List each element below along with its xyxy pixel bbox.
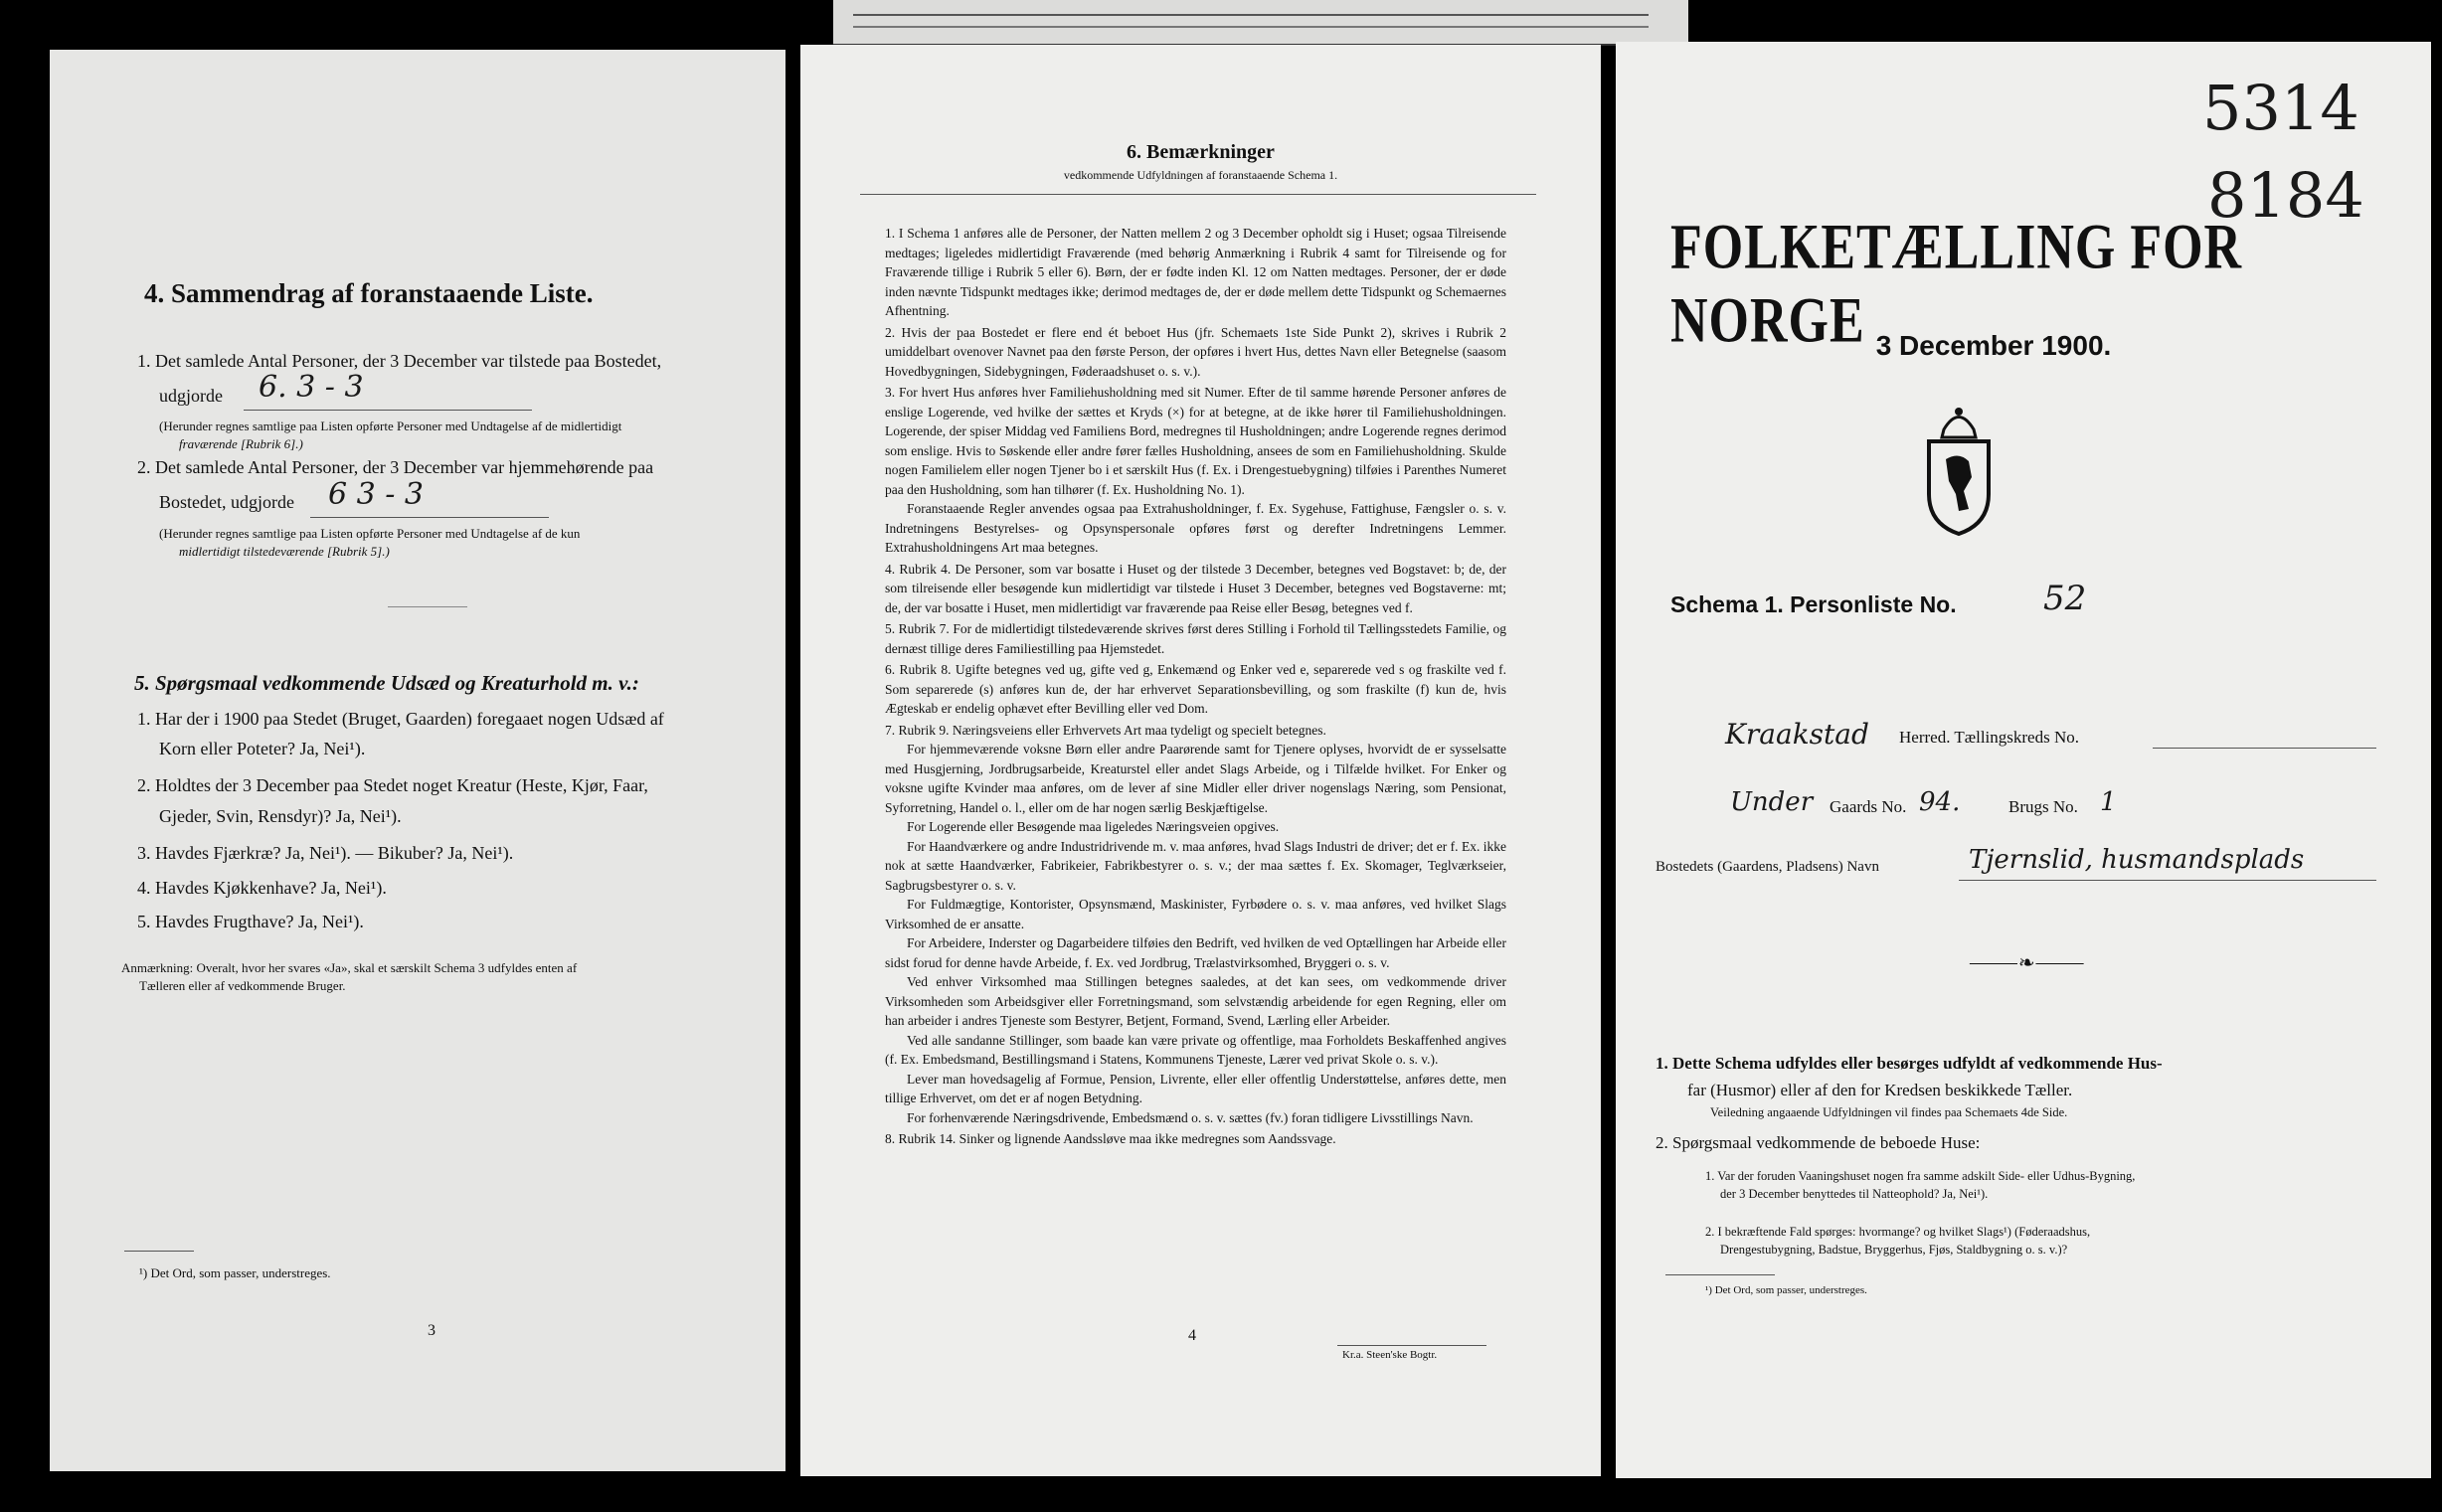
gaards-handwritten: 94. bbox=[1919, 787, 1961, 817]
section-5-title: 5. Spørgsmaal vedkommende Udsæd og Kreaturhold m. v.: bbox=[134, 671, 639, 695]
footnote-rule bbox=[1665, 1274, 1775, 1275]
question-2-2-line2: Drengestubygning, Badstue, Bryggerhus, Fjøs, Staldbygning o. s. v.)? bbox=[1720, 1243, 2068, 1257]
sec5-q1-line1: 1. Har der i 1900 paa Stedet (Bruget, Gaarden) foregaaet nogen Udsæd af bbox=[137, 709, 664, 729]
summary-q2-note1: (Herunder regnes samtlige paa Listen opførte Personer med Undtagelse af de kun bbox=[159, 526, 581, 541]
question-2-1-line2: der 3 December benyttedes til Natteophold? Ja, Nei¹). bbox=[1720, 1187, 1989, 1201]
page-number: 4 bbox=[1188, 1327, 1196, 1344]
summary-q1-note2: fraværende [Rubrik 6].) bbox=[179, 436, 303, 451]
summary-q1-rule bbox=[244, 410, 532, 411]
instruction-1-line2: far (Husmor) eller af den for Kredsen beskikkede Tæller. bbox=[1687, 1081, 2073, 1099]
footnote: ¹) Det Ord, som passer, understreges. bbox=[139, 1265, 331, 1280]
archive-number-2: 8184 bbox=[2207, 159, 2364, 232]
summary-q2-rule bbox=[310, 517, 549, 518]
remark-paragraph: 3. For hvert Hus anføres hver Familiehusholdning med sit Numer. Efter de til samme hørende Personer anføres de enslige Logerende, ved hvilke der sættes et Kryds (×) for at betegne, at de ikke hører til Familiehusholdningen. Logerende, der spiser Middag ved Familiens Bord, medregnes til Husholdningen; andre Logerende regnes derimod som enslige. Hvis to Søskende eller andre fører fælles Husholdning, ansees de som en Familiehusholdning. Skulde nogen Familielem eller nogen Tjener bo i et særskilt Hus (f. Ex. i Drengestuebygning) tilføies i Parenthes Numeret paa den Husholdning, som han tilhører (f. Ex. Husholdning No. 1). bbox=[885, 385, 1506, 497]
sec5-q2-line1: 2. Holdtes der 3 December paa Stedet noget Kreatur (Heste, Kjør, Faar, bbox=[137, 775, 648, 795]
question-2-2-line1: 2. I bekræftende Fald spørges: hvormange? og hvilket Slags¹) (Føderaadshus, bbox=[1705, 1225, 2091, 1239]
remark-line1: Anmærkning: Overalt, hvor her svares «Ja», skal et særskilt Schema 3 udfyldes enten af bbox=[121, 960, 578, 975]
under-handwritten: Under bbox=[1730, 787, 1814, 817]
header-rule bbox=[860, 194, 1536, 195]
remark-paragraph: For Haandværkere og andre Industridrivende m. v. maa anføres, hvad Slags Industri de driver; det er f. Ex. ikke nok at sætte Haandværker, Fabrikeier, Fabrikbestyrer o. s. v.; der maa sættes f. Ex. Skomager, Teglværkseier, Sagbrugsbestyrer o. s. v. bbox=[885, 838, 1506, 893]
brugs-handwritten: 1 bbox=[2100, 787, 2117, 817]
summary-q2-handwritten: 6 3 - 3 bbox=[328, 477, 425, 512]
right-page bbox=[1616, 42, 2431, 1478]
summary-q1-label: udgjorde bbox=[159, 386, 223, 406]
remark-paragraph: 1. I Schema 1 anføres alle de Personer, der Natten mellem 2 og 3 December opholdt sig i Huset; ogsaa Tilreisende medtages; ligeledes midlertidigt Fraværende (med behørig Anmærkning i Rubrik 4 samt for Tilreisende og for Fraværende tillige i Rubrik 5 eller 6). Børn, der er fødte inden Kl. 12 om Natten medtages. Personer, der er døde inden nævnte Tidspunkt medtages ikke; derimod medtages de, der er døde mellem dette Tidspunkt og Schemaernes Afhentning. bbox=[885, 226, 1506, 318]
census-date: 3 December 1900. bbox=[1875, 330, 2112, 361]
summary-q2-label: Bostedet, udgjorde bbox=[159, 492, 294, 512]
coat-of-arms-icon bbox=[1914, 400, 2004, 539]
remark-paragraph: For Fuldmægtige, Kontorister, Opsynsmænd, Maskinister, Fyrbødere o. s. v. maa anføres, ved hvilket Slags Virksomhed de er ansatte. bbox=[885, 897, 1506, 931]
middle-page bbox=[800, 45, 1601, 1476]
bosted-label: Bostedets (Gaardens, Pladsens) Navn bbox=[1656, 859, 1879, 875]
remark-paragraph: For forhenværende Næringsdrivende, Embedsmænd o. s. v. sættes (fv.) foran tidligere Livsstillings Navn. bbox=[907, 1109, 1474, 1125]
back-sheet-strip bbox=[833, 0, 1688, 46]
instruction-1-line1: 1. Dette Schema udfyldes eller besørges udfyldt af vedkommende Hus- bbox=[1656, 1054, 2163, 1073]
summary-q1-note1: (Herunder regnes samtlige paa Listen opførte Personer med Undtagelse af de midlertidigt bbox=[159, 419, 622, 433]
footnote: ¹) Det Ord, som passer, understreges. bbox=[1705, 1284, 1867, 1296]
remark-paragraph: Foranstaaende Regler anvendes ogsaa paa Extrahusholdninger, f. Ex. Sygehuse, Fattighuse, Fængsler o. s. v. Indretningens Bestyrelses- og Opsynspersonale opføres først og derefter Indretningens Lemmer. Extrahusholdningens Art maa betegnes. bbox=[885, 501, 1506, 555]
instruction-2: 2. Spørgsmaal vedkommende de beboede Huse: bbox=[1656, 1133, 1981, 1152]
summary-q1-line1: 1. Det samlede Antal Personer, der 3 December var tilstede paa Bostedet, bbox=[137, 351, 662, 371]
sec5-q4: 4. Havdes Kjøkkenhave? Ja, Nei¹). bbox=[137, 878, 387, 898]
tellingskreds-rule bbox=[2153, 748, 2376, 749]
printer-rule bbox=[1337, 1345, 1486, 1346]
summary-q1-handwritten: 6. 3 - 3 bbox=[259, 370, 364, 405]
remark-paragraph: 8. Rubrik 14. Sinker og lignende Aandssløve maa ikke medregnes som Aandssvage. bbox=[885, 1131, 1336, 1146]
page-number: 3 bbox=[428, 1322, 436, 1339]
remark-paragraph: Lever man hovedsagelig af Formue, Pension, Livrente, eller eller offentlig Understøttelse, anføres dette, men tillige Erhvervet, om det er af nogen Betydning. bbox=[885, 1071, 1506, 1105]
remark-paragraph: For Logerende eller Besøgende maa ligeledes Næringsveien opgives. bbox=[907, 819, 1280, 834]
census-title: FOLKETÆLLING FOR NORGE bbox=[1670, 212, 2243, 357]
herred-handwritten: Kraakstad bbox=[1725, 718, 1869, 751]
remark-paragraph: 2. Hvis der paa Bostedet er flere end ét beboet Hus (jfr. Schemaets 1ste Side Punkt 2), skrives i Rubrik 2 umiddelbart ovenover Navnet paa den første Person, der opføres i hvert Hus, dettes Navn eller Betegnelse (saasom Hovedbygningen, Sidebygningen, Føderaadshuset o. s. v.). bbox=[885, 324, 1506, 379]
remark-line2: Tælleren eller af vedkommende Bruger. bbox=[139, 978, 346, 993]
remark-paragraph: 6. Rubrik 8. Ugifte betegnes ved ug, gifte ved g, Enkemænd og Enker ved e, separerede ved s og fraskilte ved f. Som separerede (s) anføres kun de, der har erhvervet Separationsbevilling, og som fraskilte (f) kun de, hvis Ægteskab er endelig ophævet efter Bevilling eller ved Dom. bbox=[885, 662, 1506, 716]
remarks-title: 6. Bemærkninger bbox=[1127, 141, 1275, 163]
list-number-handwritten: 52 bbox=[2043, 579, 2087, 618]
remarks-subtitle: vedkommende Udfyldningen af foranstaaende Schema 1. bbox=[1063, 168, 1338, 182]
sec5-q5: 5. Havdes Frugthave? Ja, Nei¹). bbox=[137, 912, 364, 931]
question-2-1-line1: 1. Var der foruden Vaaningshuset nogen fra samme adskilt Side- eller Udhus-Bygning, bbox=[1705, 1169, 2136, 1183]
ornament-icon: ⸻❧⸻ bbox=[1969, 952, 2085, 974]
archive-number-1: 5314 bbox=[2202, 72, 2359, 144]
bosted-handwritten: Tjernslid, husmandsplads bbox=[1969, 845, 2305, 875]
instruction-1-note: Veiledning angaaende Udfyldningen vil findes paa Schemaets 4de Side. bbox=[1710, 1105, 2068, 1119]
sec5-q1-line2: Korn eller Poteter? Ja, Nei¹). bbox=[159, 739, 366, 758]
remark-paragraph: 5. Rubrik 7. For de midlertidigt tilstedeværende skrives først deres Stilling i Forhold til Tællingsstedets Familie, og dernæst tillige deres Familiestilling paa Hjemstedet. bbox=[885, 621, 1506, 656]
left-page bbox=[50, 50, 785, 1471]
summary-q2-line1: 2. Det samlede Antal Personer, der 3 December var hjemmehørende paa bbox=[137, 457, 654, 477]
remark-paragraph: For hjemmeværende voksne Børn eller andre Paarørende samt for Tjenere oplyses, hvorvidt de er sysselsatte med Husgjerning, Jordbrugsarbeide, Kreaturstel eller andet Slags Arbeide, og i Tilfælde hvilket. For Enker og voksne ugifte Kvinder maa anføres, om de lever af sine Midler eller driver nogenslags Næring, som Pensionat, Syforretning, Handel o. l., eller om de har nogen særlig Beskjæftigelse. bbox=[885, 742, 1506, 815]
herred-label: Herred. Tællingskreds No. bbox=[1899, 728, 2079, 747]
section-4-title: 4. Sammendrag af foranstaaende Liste. bbox=[144, 278, 594, 308]
printer-name: Kr.a. Steen'ske Bogtr. bbox=[1342, 1349, 1438, 1361]
brugs-label: Brugs No. bbox=[2008, 797, 2078, 816]
summary-q2-note2: midlertidigt tilstedeværende [Rubrik 5].) bbox=[179, 544, 390, 559]
schema-label: Schema 1. Personliste No. bbox=[1670, 591, 1957, 617]
remark-paragraph: 7. Rubrik 9. Næringsveiens eller Erhvervets Art maa tydeligt og specielt betegnes. bbox=[885, 722, 1326, 738]
remark-paragraph: 4. Rubrik 4. De Personer, som var bosatte i Huset og der tilstede 3 December, betegnes ved Bogstavet: b; de, der som tilreisende eller besøgende kun midlertidigt var tilstede i Huset 3 December, betegnes ved Bogstaverne: mt; de, der var bosatte i Huset, men midlertidigt var fraværende paa Reise eller Besøg, betegnes ved f. bbox=[885, 561, 1506, 615]
section-divider bbox=[388, 606, 467, 607]
remark-paragraph: For Arbeidere, Inderster og Dagarbeidere tilføies den Bedrift, ved hvilken de ved Optællingen har Arbeide eller sidst forud for denne havde Arbeide, f. Ex. ved Jordbrug, Trælastvirksomhed, Bryggeri o. s. v. bbox=[885, 935, 1506, 970]
sec5-q3: 3. Havdes Fjærkræ? Ja, Nei¹). — Bikuber? Ja, Nei¹). bbox=[137, 843, 514, 863]
remark-paragraph: Ved enhver Virksomhed maa Stillingen betegnes saaledes, at det kan sees, om vedkommende driver Virksomheden som Arbeidsgiver eller Forretningsmand, som selvstændig arbeidende for egen Regning, eller om han arbeider i andres Tjeneste som Bestyrer, Betjent, Formand, Svend, Lærling eller Arbeider. bbox=[885, 974, 1506, 1028]
footnote-rule bbox=[124, 1251, 194, 1252]
gaards-label: Gaards No. bbox=[1830, 797, 1907, 816]
bosted-rule bbox=[1959, 880, 2376, 881]
remark-paragraph: Ved alle sandanne Stillinger, som baade kan være private og offentlige, maa Forholdets Beskaffenhed angives (f. Ex. Embedsmand, Bestillingsmand i Statens, Kommunens Tjeneste, Lærer ved privat Skole o. s. v.). bbox=[885, 1032, 1506, 1067]
sec5-q2-line2: Gjeder, Svin, Rensdyr)? Ja, Nei¹). bbox=[159, 806, 402, 826]
remarks-body bbox=[885, 222, 1506, 1149]
